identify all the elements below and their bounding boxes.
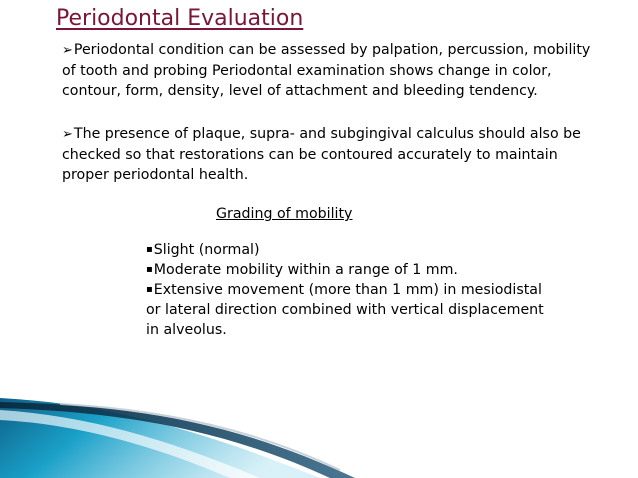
mobility-list — [146, 240, 546, 340]
list-item — [146, 240, 546, 260]
swoosh-dark-band — [0, 402, 355, 478]
slide-title: Periodontal Evaluation — [56, 6, 304, 31]
paragraph-assessment-text: Periodontal condition can be assessed by palpation, percussion, mobility of tooth and probing Periodontal examination shows change in color, contour, form, density, level of attachment and bleeding tendency. — [62, 42, 591, 99]
mobility-heading: Grading of mobility — [216, 206, 353, 222]
list-item-text: Extensive movement (more than 1 mm) in mesiodistal or lateral direction combined with vertical displacement in alveolus. — [146, 282, 544, 338]
square-bullet-icon: ▪ — [146, 284, 153, 295]
paragraph-assessment — [62, 40, 602, 101]
list-item-text: Slight (normal) — [153, 242, 260, 258]
paragraph-plaque-text: The presence of plaque, supra- and subgingival calculus should also be checked so that restorations can be contoured accurately to maintain proper periodontal health. — [62, 126, 581, 183]
square-bullet-icon: ▪ — [146, 244, 153, 255]
swoosh-light-band — [0, 410, 260, 478]
list-item — [146, 260, 546, 280]
square-bullet-icon: ▪ — [146, 264, 153, 275]
swoosh-teal-band — [0, 398, 320, 478]
arrow-bullet-icon: ➢ — [62, 127, 73, 142]
paragraph-plaque — [62, 124, 602, 185]
list-item-text: Moderate mobility within a range of 1 mm. — [153, 262, 458, 278]
arrow-bullet-icon: ➢ — [62, 43, 73, 58]
swoosh-grey-line — [60, 404, 340, 470]
list-item — [146, 280, 546, 340]
